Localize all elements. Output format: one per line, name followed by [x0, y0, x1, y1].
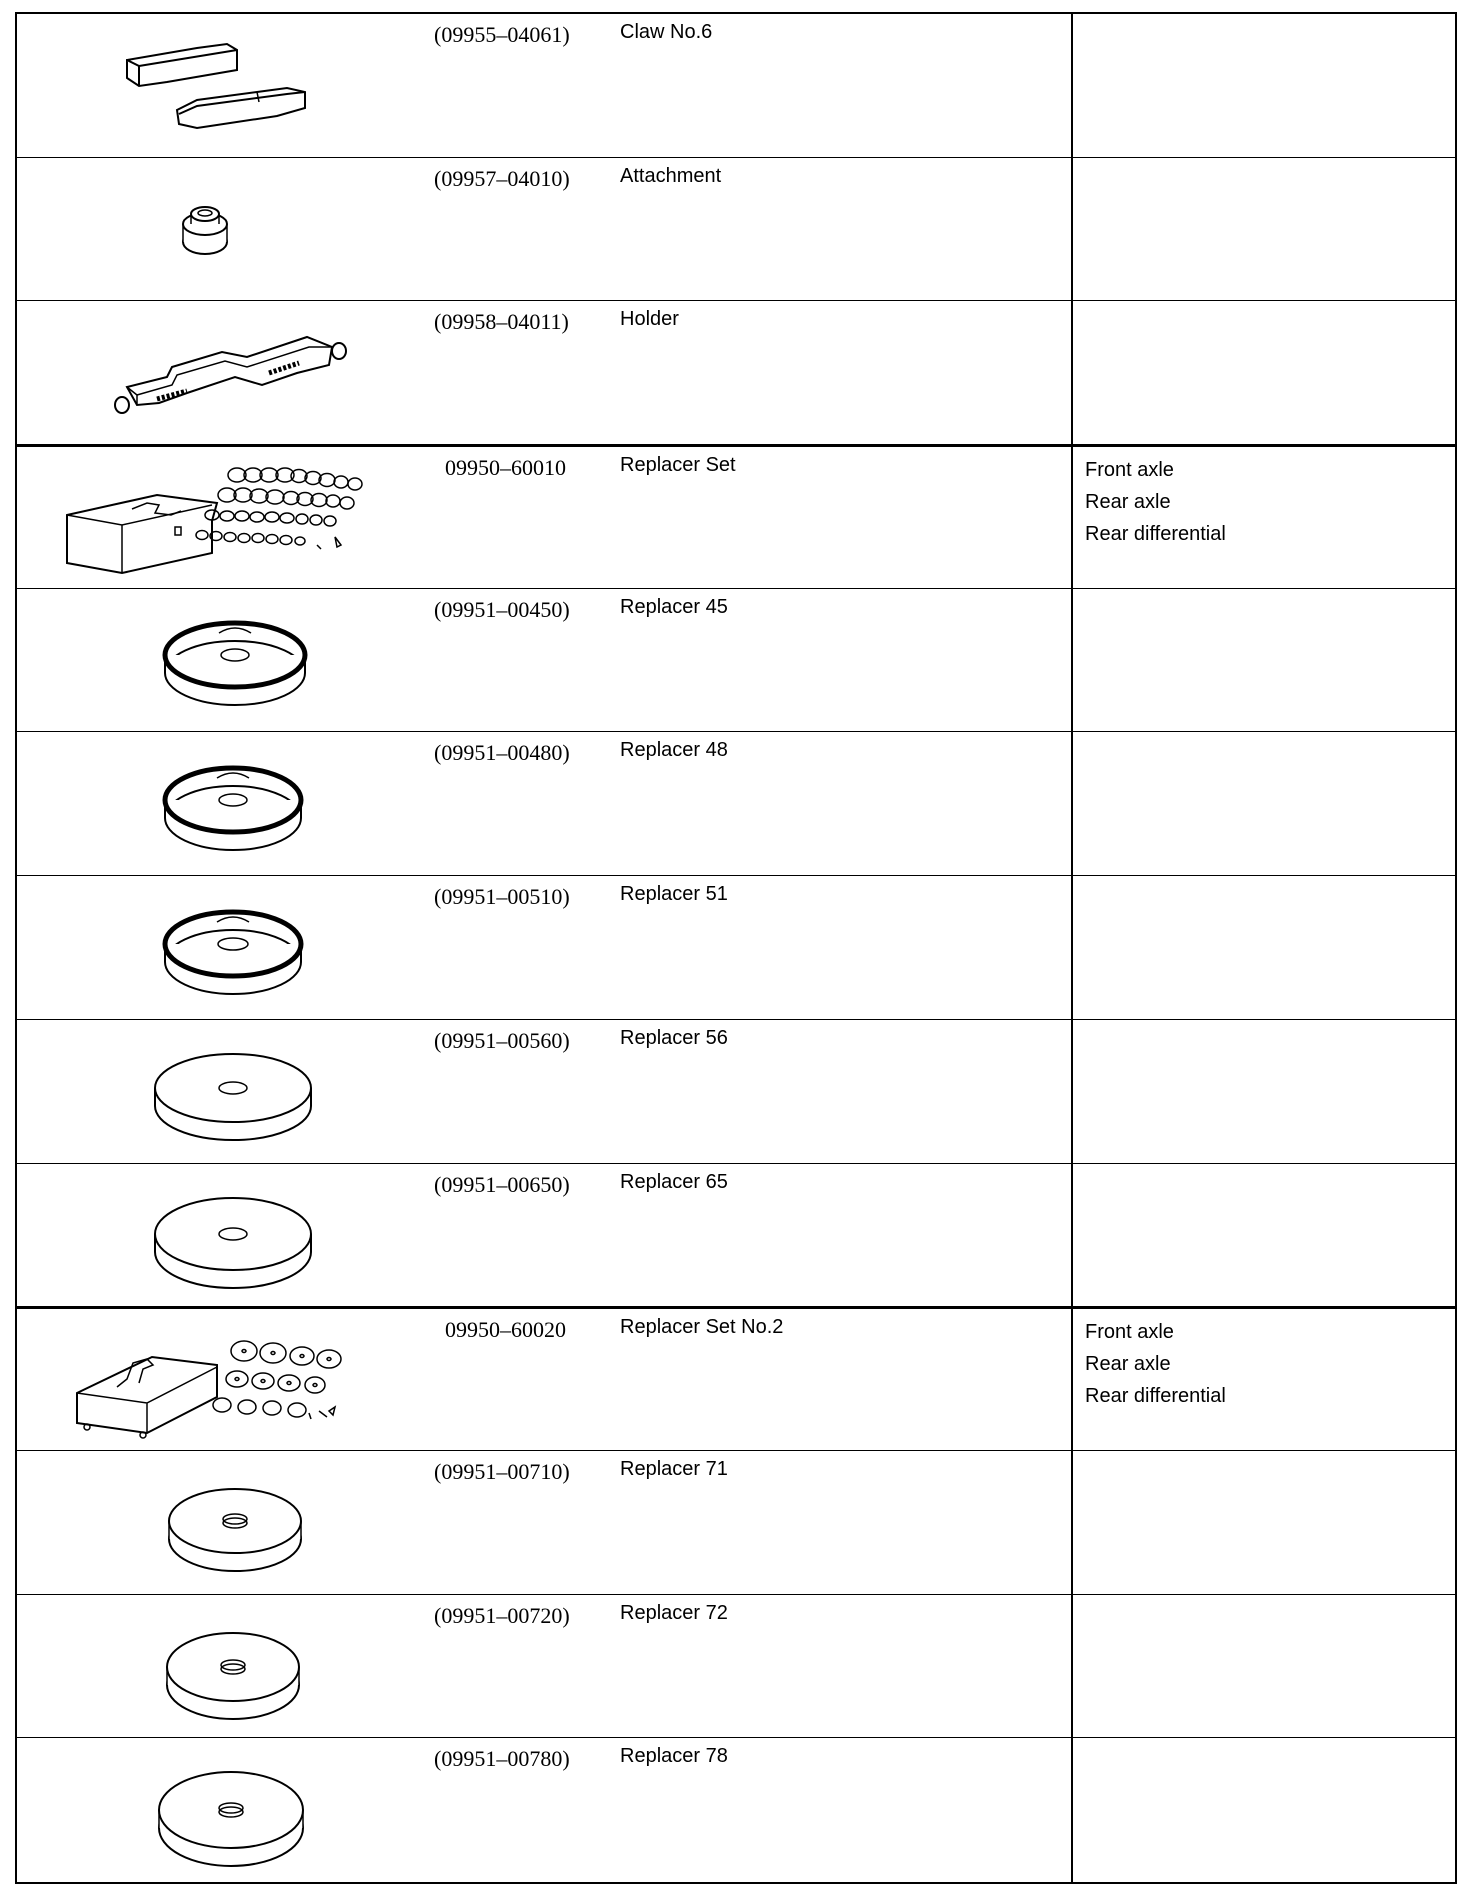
column-divider — [1071, 589, 1073, 732]
tool-name: Replacer Set — [620, 454, 736, 477]
table-row — [17, 445, 1455, 589]
column-divider — [1071, 1020, 1073, 1163]
tool-name: Replacer 48 — [620, 739, 728, 762]
application-note: Rear differential — [1085, 1385, 1226, 1408]
part-number: (09951–00560) — [434, 1027, 570, 1053]
part-number: (09957–04010) — [434, 165, 570, 191]
tool-name: Replacer 45 — [620, 595, 728, 618]
column-divider — [1071, 1738, 1073, 1882]
attachment-illustration — [47, 164, 417, 296]
table-row — [17, 1738, 1455, 1882]
table-row — [17, 1451, 1455, 1595]
tool-name: Replacer 51 — [620, 883, 728, 906]
column-divider — [1071, 1595, 1073, 1738]
replacer-78-illustration — [47, 1744, 417, 1876]
application-note: Rear axle — [1085, 1353, 1171, 1376]
table-row — [17, 589, 1455, 733]
table-row — [17, 876, 1455, 1020]
application-note: Rear axle — [1085, 491, 1171, 514]
replacer-72-illustration — [47, 1601, 417, 1733]
part-number: (09955–04061) — [434, 22, 570, 47]
part-number: (09951–00780) — [434, 1746, 570, 1772]
application-note: Front axle — [1085, 459, 1174, 482]
column-divider — [1071, 447, 1073, 588]
column-divider — [1071, 1451, 1073, 1594]
part-number: 09950–60010 — [445, 455, 566, 481]
column-divider — [1071, 1309, 1073, 1450]
tool-name: Replacer 65 — [620, 1170, 728, 1193]
table-row — [17, 1164, 1455, 1308]
claw-illustration — [47, 20, 417, 152]
table-row — [17, 732, 1455, 876]
holder-illustration — [47, 307, 417, 439]
replacer-48-illustration — [47, 738, 417, 870]
part-number: (09958–04011) — [434, 309, 569, 335]
table-row — [17, 14, 1455, 158]
part-number: (09951–00480) — [434, 740, 570, 766]
application-note: Front axle — [1085, 1321, 1174, 1344]
tool-name: Replacer 78 — [620, 1745, 728, 1768]
table-row — [17, 1595, 1455, 1739]
column-divider — [1071, 732, 1073, 875]
column-divider — [1071, 301, 1073, 444]
replacer-set-illustration — [47, 453, 417, 585]
tool-name: Replacer 72 — [620, 1601, 728, 1624]
tool-name: Replacer 56 — [620, 1026, 728, 1049]
column-divider — [1071, 14, 1073, 157]
part-number: (09951–00450) — [434, 596, 570, 622]
tool-name: Holder — [620, 308, 679, 331]
column-divider — [1071, 158, 1073, 301]
replacer-45-illustration — [47, 595, 417, 727]
application-notes — [1085, 1316, 1226, 1412]
replacer-set-no2-illustration — [47, 1315, 417, 1447]
column-divider — [1071, 1164, 1073, 1307]
table-row — [17, 158, 1455, 302]
column-divider — [1071, 876, 1073, 1019]
special-service-tools-table — [15, 12, 1457, 1884]
replacer-56-illustration — [47, 1026, 417, 1158]
part-number: (09951–00510) — [434, 884, 570, 910]
table-row — [17, 1307, 1455, 1451]
application-note: Rear differential — [1085, 523, 1226, 546]
replacer-71-illustration — [47, 1457, 417, 1589]
table-row — [17, 1020, 1455, 1164]
tool-name: Replacer Set No.2 — [620, 1316, 784, 1339]
replacer-51-illustration — [47, 882, 417, 1014]
part-number: (09951–00650) — [434, 1171, 570, 1197]
tool-name: Claw No.6 — [620, 21, 713, 43]
replacer-65-illustration — [47, 1170, 417, 1302]
part-number: (09951–00710) — [434, 1458, 570, 1484]
tool-name: Replacer 71 — [620, 1457, 728, 1480]
tool-name: Attachment — [620, 164, 722, 187]
application-notes — [1085, 454, 1226, 550]
table-row — [17, 301, 1455, 445]
part-number: 09950–60020 — [445, 1317, 566, 1343]
part-number: (09951–00720) — [434, 1602, 570, 1628]
